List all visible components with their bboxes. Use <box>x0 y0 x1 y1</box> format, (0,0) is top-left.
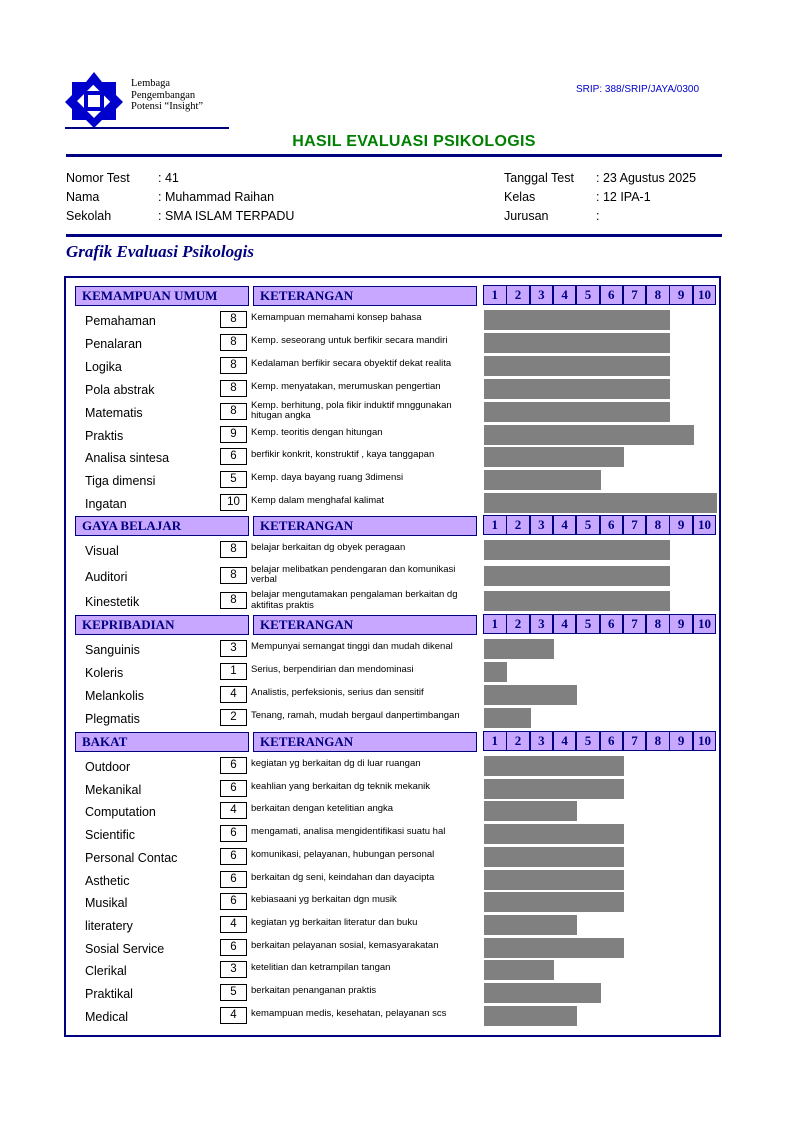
trait-description: berkaitan dengan ketelitian angka <box>251 803 394 815</box>
trait-description: mengamati, analisa mengidentifikasi suatu hal <box>251 826 446 838</box>
scale-header <box>483 286 716 306</box>
logo-line-2: Pengembangan <box>131 89 196 101</box>
trait-label: Asthetic <box>85 873 130 888</box>
scale-tick-5: 5 <box>576 731 600 751</box>
trait-description: Serius, berpendirian dan mendominasi <box>251 664 414 675</box>
scale-tick-9: 9 <box>669 614 693 634</box>
scale-tick-6: 6 <box>600 731 624 751</box>
trait-bar <box>484 591 670 611</box>
trait-score: 4 <box>220 802 247 819</box>
scale-tick-1: 1 <box>483 614 507 634</box>
trait-description: Kemampuan memahami konsep bahasa <box>251 312 422 323</box>
chart-subtitle: Grafik Evaluasi Psikologis <box>66 242 254 261</box>
logo-line-1: Lembaga <box>131 78 171 89</box>
title-rule <box>66 154 722 157</box>
trait-description: ketelitian dan ketrampilan tangan <box>251 962 391 974</box>
trait-bar <box>484 756 624 776</box>
scale-tick-2: 2 <box>506 614 530 634</box>
logo-line-3: Potensi “Insight” <box>131 101 204 112</box>
trait-score: 6 <box>220 780 247 797</box>
scale-tick-9: 9 <box>669 285 693 305</box>
scale-tick-3: 3 <box>530 731 554 751</box>
trait-bar <box>484 333 670 353</box>
trait-score: 10 <box>220 494 247 511</box>
trait-label: Mekanikal <box>85 782 142 797</box>
scale-tick-1: 1 <box>483 285 507 305</box>
scale-tick-4: 4 <box>553 285 577 305</box>
trait-score: 8 <box>220 380 247 397</box>
scale-tick-7: 7 <box>623 515 647 535</box>
trait-bar <box>484 379 670 399</box>
scale-tick-7: 7 <box>623 285 647 305</box>
trait-description: belajar berkaitan dg obyek peragaan <box>251 542 406 553</box>
keterangan-header: KETERANGAN <box>253 516 477 536</box>
trait-bar <box>484 779 624 799</box>
section-header-kepribadian: KEPRIBADIAN <box>75 615 249 635</box>
trait-score: 3 <box>220 640 247 657</box>
trait-score: 3 <box>220 961 247 978</box>
trait-label: Analisa sintesa <box>85 451 170 466</box>
value-nama: : Muhammad Raihan <box>158 190 275 204</box>
trait-label: Musikal <box>85 896 128 911</box>
trait-score: 8 <box>220 541 247 558</box>
trait-label: Computation <box>85 805 156 820</box>
scale-tick-7: 7 <box>623 731 647 751</box>
trait-bar <box>484 662 507 682</box>
trait-bar <box>484 356 670 376</box>
trait-description: Kemp. berhitung, pola fikir induktif mnggunakan hitugan angka <box>251 399 452 422</box>
value-jurusan: : <box>596 209 600 223</box>
trait-score: 8 <box>220 403 247 420</box>
label-nama: Nama <box>66 190 100 204</box>
label-tanggal-test: Tanggal Test <box>504 171 574 185</box>
trait-label: Kinestetik <box>85 595 140 609</box>
info-rule <box>66 234 722 237</box>
keterangan-header: KETERANGAN <box>253 732 477 752</box>
scale-tick-5: 5 <box>576 515 600 535</box>
srip-code: SRIP: 388/SRIP/JAYA/0300 <box>576 84 700 95</box>
trait-description: Kemp. menyatakan, merumuskan pengertian <box>251 380 441 392</box>
scale-header <box>483 615 716 635</box>
scale-tick-8: 8 <box>646 515 670 535</box>
scale-tick-4: 4 <box>553 731 577 751</box>
trait-bar <box>484 402 670 422</box>
trait-bar <box>484 493 717 513</box>
scale-tick-1: 1 <box>483 515 507 535</box>
scale-tick-10: 10 <box>693 614 717 634</box>
trait-description: Analistis, perfeksionis, serius dan sensitif <box>251 687 424 698</box>
value-kelas: : 12 IPA-1 <box>596 190 651 204</box>
keterangan-header: KETERANGAN <box>253 615 477 635</box>
trait-score: 4 <box>220 916 247 933</box>
trait-score: 8 <box>220 311 247 328</box>
scale-tick-7: 7 <box>623 614 647 634</box>
trait-description: kebiasaani yg berkaitan dgn musik <box>251 894 397 906</box>
trait-bar <box>484 447 624 467</box>
trait-bar <box>484 983 601 1003</box>
trait-label: Personal Contac <box>85 850 178 865</box>
trait-label: Plegmatis <box>85 712 140 726</box>
trait-score: 6 <box>220 893 247 910</box>
value-sekolah: : SMA ISLAM TERPADU <box>158 209 295 223</box>
scale-tick-9: 9 <box>669 731 693 751</box>
trait-bar <box>484 960 554 980</box>
trait-score: 2 <box>220 709 247 726</box>
trait-description: berkaitan dg seni, keindahan dan dayacipta <box>251 871 435 883</box>
trait-bar <box>484 639 554 659</box>
scale-tick-3: 3 <box>530 614 554 634</box>
trait-label: Pola abstrak <box>85 382 155 397</box>
trait-score: 9 <box>220 426 247 443</box>
trait-score: 4 <box>220 686 247 703</box>
keterangan-header: KETERANGAN <box>253 286 477 306</box>
scale-header <box>483 516 716 536</box>
scale-tick-8: 8 <box>646 731 670 751</box>
scale-tick-2: 2 <box>506 515 530 535</box>
scale-tick-6: 6 <box>600 285 624 305</box>
trait-score: 6 <box>220 757 247 774</box>
trait-label: Tiga dimensi <box>85 474 156 489</box>
logo-underline <box>65 127 229 129</box>
trait-score: 4 <box>220 1007 247 1024</box>
trait-bar <box>484 685 577 705</box>
trait-score: 6 <box>220 825 247 842</box>
trait-description: berkaitan pelayanan sosial, kemasyarakatan <box>251 939 439 951</box>
scale-tick-3: 3 <box>530 285 554 305</box>
trait-label: Medical <box>85 1009 129 1024</box>
trait-score: 8 <box>220 567 247 584</box>
section-header-bakat: BAKAT <box>75 732 249 752</box>
trait-description: belajar mengutamakan pengalaman berkaitan dg aktifitas praktis <box>251 589 458 611</box>
trait-label: Visual <box>85 544 119 558</box>
trait-bar <box>484 425 694 445</box>
trait-label: Penalaran <box>85 336 142 351</box>
scale-tick-5: 5 <box>576 285 600 305</box>
trait-label: Scientific <box>85 828 136 843</box>
trait-label: Logika <box>85 359 122 374</box>
trait-label: Praktikal <box>85 987 133 1001</box>
trait-label: Auditori <box>85 569 128 584</box>
trait-score: 8 <box>220 357 247 374</box>
scale-tick-10: 10 <box>693 731 717 751</box>
trait-description: kegiatan yg berkaitan dg di luar ruangan <box>251 758 421 769</box>
logo-text <box>131 78 203 113</box>
trait-description: keahlian yang berkaitan dg teknik mekanik <box>251 780 431 792</box>
trait-bar <box>484 310 670 330</box>
scale-tick-10: 10 <box>693 285 717 305</box>
scale-tick-4: 4 <box>553 614 577 634</box>
trait-description: Tenang, ramah, mudah bergaul danpertimbangan <box>251 710 460 721</box>
scale-tick-1: 1 <box>483 731 507 751</box>
trait-bar <box>484 847 624 867</box>
label-sekolah: Sekolah <box>66 209 112 223</box>
trait-bar <box>484 870 624 890</box>
label-nomor-test: Nomor Test <box>66 171 130 185</box>
trait-score: 6 <box>220 939 247 956</box>
trait-description: Kemp. daya bayang ruang 3dimensi <box>251 472 404 484</box>
trait-description: kemampuan medis, kesehatan, pelayanan scs <box>251 1007 447 1019</box>
scale-tick-8: 8 <box>646 285 670 305</box>
trait-bar <box>484 892 624 912</box>
trait-score: 8 <box>220 334 247 351</box>
trait-description: Kedalaman berfikir secara obyektif dekat realita <box>251 357 452 369</box>
scale-tick-9: 9 <box>669 515 693 535</box>
scale-tick-5: 5 <box>576 614 600 634</box>
trait-description: Kemp. teoritis dengan hitungan <box>251 426 383 438</box>
scale-tick-6: 6 <box>600 515 624 535</box>
trait-description: Kemp dalam menghafal kalimat <box>251 495 385 507</box>
trait-bar <box>484 938 624 958</box>
trait-description: komunikasi, pelayanan, hubungan personal <box>251 848 435 860</box>
trait-score: 6 <box>220 848 247 865</box>
trait-description: berfikir konkrit, konstruktif , kaya tanggapan <box>251 449 435 461</box>
trait-bar <box>484 708 531 728</box>
trait-bar <box>484 1006 577 1026</box>
trait-bar <box>484 566 670 586</box>
label-jurusan: Jurusan <box>504 209 549 223</box>
trait-score: 6 <box>220 871 247 888</box>
scale-tick-3: 3 <box>530 515 554 535</box>
trait-label: literatery <box>85 918 133 933</box>
trait-label: Sosial Service <box>85 941 165 956</box>
trait-description: berkaitan penanganan praktis <box>251 985 377 996</box>
page-title: HASIL EVALUASI PSIKOLOGIS <box>292 133 536 150</box>
trait-label: Praktis <box>85 428 124 443</box>
trait-score: 8 <box>220 592 247 609</box>
scale-tick-10: 10 <box>693 515 717 535</box>
trait-description: kegiatan yg berkaitan literatur dan buku <box>251 916 418 928</box>
value-nomor-test: : 41 <box>158 171 179 185</box>
trait-score: 1 <box>220 663 247 680</box>
scale-tick-6: 6 <box>600 614 624 634</box>
label-kelas: Kelas <box>504 190 536 204</box>
scale-tick-2: 2 <box>506 285 530 305</box>
trait-description: Mempunyai semangat tinggi dan mudah dikenal <box>251 641 453 652</box>
trait-bar <box>484 470 601 490</box>
trait-bar <box>484 801 577 821</box>
value-tanggal-test: : 23 Agustus 2025 <box>596 171 697 185</box>
trait-bar <box>484 824 624 844</box>
trait-description: belajar melibatkan pendengaran dan komunikasi verbal <box>251 563 456 585</box>
scale-tick-2: 2 <box>506 731 530 751</box>
section-header-kemampuan-umum: KEMAMPUAN UMUM <box>75 286 249 306</box>
trait-score: 5 <box>220 471 247 488</box>
trait-bar <box>484 915 577 935</box>
insight-logo-icon <box>63 70 125 130</box>
trait-label: Outdoor <box>85 760 131 774</box>
section-header-gaya-belajar: GAYA BELAJAR <box>75 516 249 536</box>
trait-label: Koleris <box>85 666 124 680</box>
trait-score: 5 <box>220 984 247 1001</box>
trait-bar <box>484 540 670 560</box>
trait-score: 6 <box>220 448 247 465</box>
trait-description: Kemp. seseorang untuk berfikir secara mandiri <box>251 334 448 346</box>
trait-label: Sanguinis <box>85 643 140 657</box>
trait-label: Ingatan <box>85 497 127 512</box>
trait-label: Clerikal <box>85 964 127 979</box>
trait-label: Pemahaman <box>85 314 156 328</box>
scale-header <box>483 732 716 752</box>
scale-tick-8: 8 <box>646 614 670 634</box>
trait-label: Matematis <box>85 405 143 420</box>
trait-label: Melankolis <box>85 689 145 703</box>
scale-tick-4: 4 <box>553 515 577 535</box>
